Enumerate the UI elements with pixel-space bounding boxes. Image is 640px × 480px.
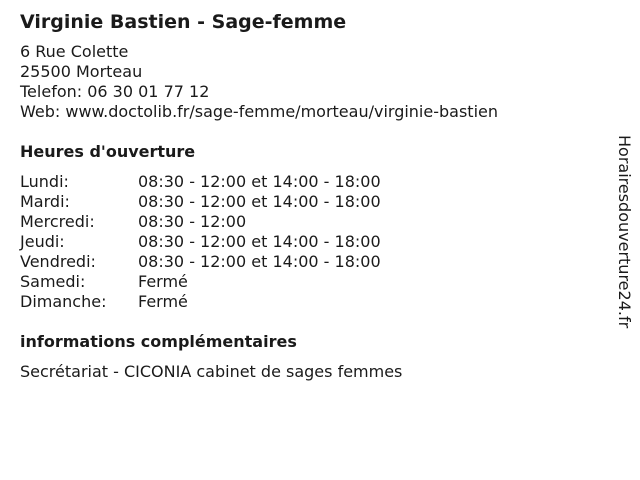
hours-row-saturday — [20, 272, 600, 292]
hours-day: Vendredi: — [20, 252, 96, 271]
hours-day: Lundi: — [20, 172, 69, 191]
hours-time: Fermé — [138, 292, 188, 311]
address-street: 6 Rue Colette — [20, 42, 129, 61]
hours-row-friday — [20, 252, 600, 272]
hours-time: 08:30 - 12:00 et 14:00 - 18:00 — [138, 232, 381, 251]
business-card — [20, 10, 600, 382]
business-name: Virginie Bastien - Sage-femme — [20, 11, 347, 33]
site-watermark: Horairesdouverture24.fr — [615, 135, 634, 329]
web-line: Web: www.doctolib.fr/sage-femme/morteau/virginie-bastien — [20, 102, 498, 121]
hours-day: Dimanche: — [20, 292, 107, 311]
hours-table — [20, 172, 600, 312]
hours-day: Jeudi: — [20, 232, 65, 251]
hours-day: Mercredi: — [20, 212, 95, 231]
hours-row-thursday — [20, 232, 600, 252]
hours-heading: Heures d'ouverture — [20, 142, 196, 161]
hours-row-wednesday — [20, 212, 600, 232]
hours-day: Samedi: — [20, 272, 86, 291]
hours-time: Fermé — [138, 272, 188, 291]
info-text: Secrétariat - CICONIA cabinet de sages femmes — [20, 362, 403, 381]
phone-line: Telefon: 06 30 01 77 12 — [20, 82, 210, 101]
hours-row-monday — [20, 172, 600, 192]
hours-time: 08:30 - 12:00 et 14:00 - 18:00 — [138, 252, 381, 271]
hours-time: 08:30 - 12:00 et 14:00 - 18:00 — [138, 192, 381, 211]
hours-time: 08:30 - 12:00 — [138, 212, 247, 231]
hours-row-tuesday — [20, 192, 600, 212]
address-city: 25500 Morteau — [20, 62, 143, 81]
hours-day: Mardi: — [20, 192, 70, 211]
hours-time: 08:30 - 12:00 et 14:00 - 18:00 — [138, 172, 381, 191]
hours-row-sunday — [20, 292, 600, 312]
info-heading: informations complémentaires — [20, 332, 297, 351]
